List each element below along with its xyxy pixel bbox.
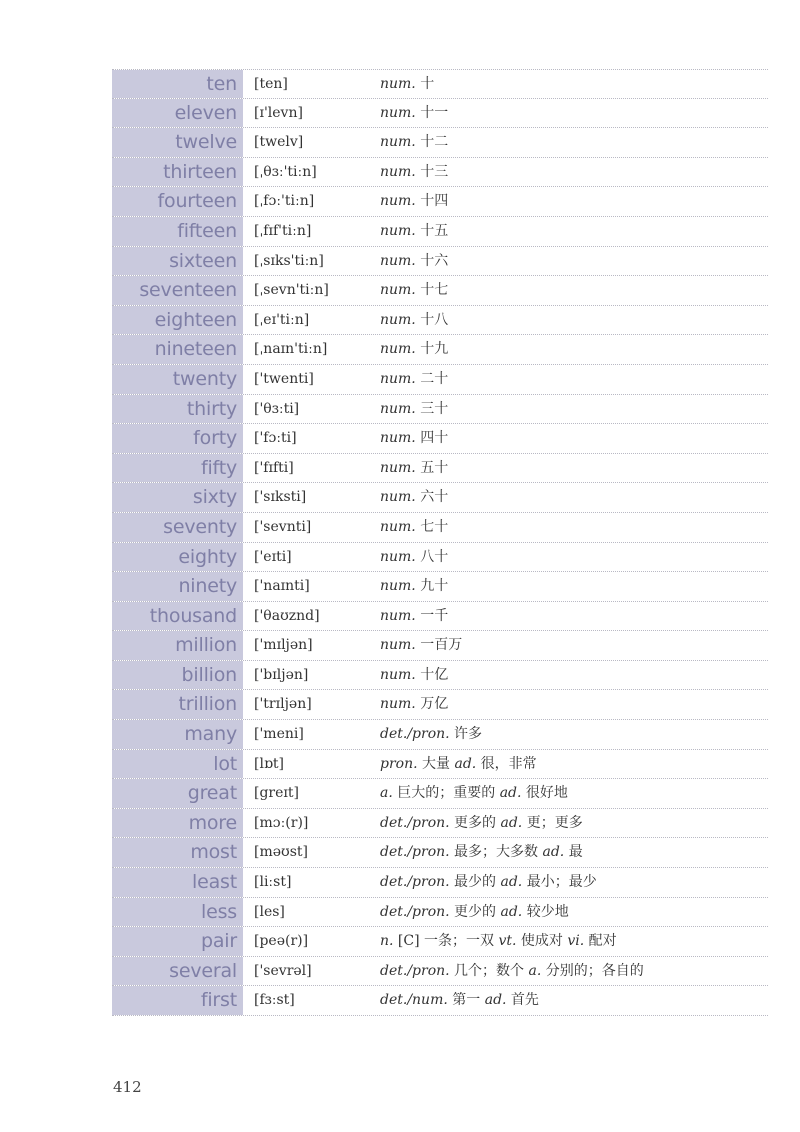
- vocab-row: [112, 69, 768, 99]
- vocab-word: thirty: [112, 395, 244, 424]
- definition-text: 更多的: [449, 814, 501, 831]
- vocab-phonetic: [ˌθɜː'tiːn]: [254, 163, 317, 180]
- vocab-phonetic: ['naɪnti]: [254, 578, 310, 595]
- vocab-word: twenty: [112, 365, 244, 394]
- vocab-meaning: [376, 631, 768, 660]
- definition-text: 较少地: [522, 903, 569, 920]
- vocab-word: many: [112, 720, 244, 749]
- vocab-meaning: [376, 986, 768, 1015]
- vocab-phonetic: ['sevrəl]: [254, 962, 312, 979]
- vocab-phonetic: [ten]: [254, 76, 288, 92]
- vocab-row: [112, 306, 768, 336]
- vocab-row: [112, 809, 768, 839]
- vocab-word: eleven: [112, 99, 244, 128]
- vocab-meaning: [376, 128, 768, 157]
- vocab-word: seventy: [112, 513, 244, 542]
- vocab-meaning: [376, 868, 768, 897]
- part-of-speech: num.: [380, 370, 416, 387]
- vocab-word: ten: [112, 70, 244, 98]
- vocab-word: seventeen: [112, 276, 244, 305]
- definition-text: 使成对: [516, 933, 568, 950]
- definition-text: 最多；大多数: [449, 844, 543, 861]
- vocab-word: several: [112, 957, 244, 986]
- vocab-phonetic: [ɪ'levn]: [254, 104, 303, 121]
- definition-text: 一百万: [415, 637, 463, 654]
- vocab-row: [112, 690, 768, 720]
- part-of-speech: num.: [380, 282, 416, 299]
- part-of-speech: num.: [380, 311, 416, 328]
- definition-text: 九十: [415, 578, 449, 595]
- part-of-speech: num.: [380, 252, 416, 269]
- vocab-phonetic: ['eɪti]: [254, 548, 292, 565]
- vocab-phonetic: [peə(r)]: [254, 933, 309, 950]
- vocab-row: [112, 779, 768, 809]
- vocab-word: forty: [112, 424, 244, 453]
- definition-text: 十六: [415, 252, 449, 269]
- vocab-meaning: [376, 572, 768, 601]
- part-of-speech: pron.: [380, 755, 418, 772]
- vocab-phonetic: [ˌnaɪn'tiːn]: [254, 341, 328, 358]
- vocab-meaning: [376, 335, 768, 364]
- part-of-speech: det./pron.: [380, 962, 450, 979]
- definition-text: 十四: [415, 193, 449, 210]
- part-of-speech: ad.: [454, 755, 477, 772]
- part-of-speech: n.: [380, 933, 394, 950]
- part-of-speech: num.: [380, 637, 416, 654]
- vocab-word: fifty: [112, 454, 244, 483]
- vocab-word: lot: [112, 750, 244, 779]
- part-of-speech: ad.: [542, 844, 565, 861]
- vocab-word: first: [112, 986, 244, 1015]
- vocab-phonetic: ['θɜːti]: [254, 400, 300, 417]
- part-of-speech: num.: [380, 518, 416, 535]
- vocab-meaning: [376, 276, 768, 305]
- vocab-phonetic: ['fɪfti]: [254, 459, 294, 476]
- vocab-meaning: [376, 395, 768, 424]
- vocab-word: thirteen: [112, 158, 244, 187]
- vocab-phonetic: ['bɪljən]: [254, 666, 309, 683]
- part-of-speech: num.: [380, 400, 416, 417]
- definition-text: 更少的: [449, 903, 501, 920]
- vocab-phonetic: ['sevnti]: [254, 518, 312, 535]
- definition-text: 很，非常: [476, 755, 537, 772]
- definition-text: 十二: [415, 134, 449, 151]
- part-of-speech: num.: [380, 666, 416, 683]
- part-of-speech: ad.: [499, 785, 522, 802]
- vocab-phonetic: ['fɔːti]: [254, 430, 297, 447]
- vocab-meaning: [376, 602, 768, 631]
- vocab-phonetic: [greɪt]: [254, 785, 299, 802]
- definition-text: 万亿: [415, 696, 449, 713]
- part-of-speech: ad.: [500, 903, 523, 920]
- vocab-row: [112, 572, 768, 602]
- definition-text: 一千: [415, 607, 449, 624]
- vocab-meaning: [376, 365, 768, 394]
- definition-text: 十五: [415, 222, 449, 239]
- vocab-row: [112, 365, 768, 395]
- vocab-phonetic: [məʊst]: [254, 844, 308, 861]
- vocab-meaning: [376, 513, 768, 542]
- definition-text: 大量: [417, 755, 455, 772]
- vocab-row: [112, 276, 768, 306]
- definition-text: 首先: [506, 992, 539, 1009]
- vocab-meaning: [376, 99, 768, 128]
- vocab-word: twelve: [112, 128, 244, 157]
- vocab-meaning: [376, 247, 768, 276]
- definition-text: 分别的；各自的: [541, 962, 644, 979]
- vocab-word: fifteen: [112, 217, 244, 246]
- vocab-meaning: [376, 957, 768, 986]
- part-of-speech: num.: [380, 696, 416, 713]
- vocab-phonetic: ['trɪljən]: [254, 696, 312, 713]
- vocab-row: [112, 158, 768, 188]
- vocab-meaning: [376, 483, 768, 512]
- vocab-word: great: [112, 779, 244, 808]
- vocab-row: [112, 424, 768, 454]
- vocab-row: [112, 335, 768, 365]
- vocab-row: [112, 631, 768, 661]
- vocab-meaning: [376, 779, 768, 808]
- vocab-word: thousand: [112, 602, 244, 631]
- definition-text: 四十: [415, 430, 449, 447]
- vocab-row: [112, 483, 768, 513]
- vocab-row: [112, 454, 768, 484]
- vocab-phonetic: [ˌsɪks'tiːn]: [254, 252, 324, 269]
- vocab-word: sixty: [112, 483, 244, 512]
- definition-text: 十七: [415, 282, 449, 299]
- vocab-word: eighteen: [112, 306, 244, 335]
- vocab-word: million: [112, 631, 244, 660]
- definition-text: 十亿: [415, 666, 449, 683]
- definition-text: 巨大的；重要的: [392, 785, 500, 802]
- part-of-speech: det./pron.: [380, 874, 450, 891]
- vocab-row: [112, 128, 768, 158]
- vocab-word: pair: [112, 927, 244, 956]
- vocab-row: [112, 187, 768, 217]
- part-of-speech: det./num.: [380, 992, 448, 1009]
- part-of-speech: a.: [380, 785, 393, 802]
- part-of-speech: vi.: [567, 933, 585, 950]
- definition-text: 许多: [449, 726, 483, 743]
- vocab-phonetic: [liːst]: [254, 874, 292, 891]
- part-of-speech: num.: [380, 548, 416, 565]
- part-of-speech: num.: [380, 134, 416, 151]
- vocab-phonetic: [ˌeɪ'tiːn]: [254, 311, 310, 328]
- vocab-word: sixteen: [112, 247, 244, 276]
- vocab-word: less: [112, 898, 244, 927]
- definition-text: 几个；数个: [449, 962, 529, 979]
- part-of-speech: num.: [380, 222, 416, 239]
- vocab-row: [112, 99, 768, 129]
- vocab-row: [112, 395, 768, 425]
- part-of-speech: num.: [380, 489, 416, 506]
- vocab-meaning: [376, 187, 768, 216]
- vocab-phonetic: [les]: [254, 903, 285, 920]
- vocab-phonetic: [ˌfɔː'tiːn]: [254, 193, 315, 210]
- vocab-phonetic: ['θaʊznd]: [254, 607, 320, 624]
- vocab-row: [112, 602, 768, 632]
- definition-text: 二十: [415, 370, 449, 387]
- vocab-row: [112, 543, 768, 573]
- vocab-row: [112, 217, 768, 247]
- vocab-word: least: [112, 868, 244, 897]
- vocab-meaning: [376, 661, 768, 690]
- part-of-speech: num.: [380, 163, 416, 180]
- definition-text: 十八: [415, 311, 449, 328]
- part-of-speech: num.: [380, 607, 416, 624]
- vocab-row: [112, 661, 768, 691]
- part-of-speech: num.: [380, 193, 416, 210]
- part-of-speech: ad.: [484, 992, 507, 1009]
- part-of-speech: det./pron.: [380, 814, 450, 831]
- vocab-word: eighty: [112, 543, 244, 572]
- vocab-meaning: [376, 158, 768, 187]
- vocab-phonetic: [ˌsevn'tiːn]: [254, 282, 329, 299]
- vocab-word: fourteen: [112, 187, 244, 216]
- definition-text: [C] 一条；一双: [393, 933, 499, 950]
- vocab-meaning: [376, 454, 768, 483]
- vocab-meaning: [376, 217, 768, 246]
- definition-text: 很好地: [521, 785, 568, 802]
- vocab-phonetic: ['mɪljən]: [254, 637, 313, 654]
- vocab-meaning: [376, 809, 768, 838]
- definition-text: 三十: [415, 400, 449, 417]
- vocab-meaning: [376, 690, 768, 719]
- vocab-phonetic: ['sɪksti]: [254, 489, 307, 506]
- definition-text: 七十: [415, 518, 449, 535]
- vocab-word: ninety: [112, 572, 244, 601]
- vocab-row: [112, 957, 768, 987]
- vocab-phonetic: [twelv]: [254, 134, 304, 151]
- vocab-row: [112, 750, 768, 780]
- vocab-phonetic: [fɜːst]: [254, 992, 295, 1009]
- vocab-phonetic: [mɔː(r)]: [254, 814, 309, 831]
- definition-text: 八十: [415, 548, 449, 565]
- part-of-speech: num.: [380, 76, 416, 92]
- part-of-speech: det./pron.: [380, 903, 450, 920]
- definition-text: 最: [564, 844, 583, 861]
- vocab-word: billion: [112, 661, 244, 690]
- part-of-speech: det./pron.: [380, 844, 450, 861]
- vocab-meaning: [376, 543, 768, 572]
- part-of-speech: ad.: [500, 874, 523, 891]
- vocab-meaning: [376, 720, 768, 749]
- vocab-row: [112, 513, 768, 543]
- vocab-word: nineteen: [112, 335, 244, 364]
- definition-text: 六十: [415, 489, 449, 506]
- definition-text: 十三: [415, 163, 449, 180]
- definition-text: 十: [415, 76, 435, 92]
- vocab-word: more: [112, 809, 244, 838]
- vocab-meaning: [376, 750, 768, 779]
- definition-text: 五十: [415, 459, 449, 476]
- vocab-phonetic: [lɒt]: [254, 755, 284, 772]
- part-of-speech: num.: [380, 578, 416, 595]
- vocab-meaning: [376, 306, 768, 335]
- definition-text: 十九: [415, 341, 449, 358]
- page-number: 412: [113, 1078, 142, 1096]
- vocab-phonetic: ['twenti]: [254, 370, 314, 387]
- vocab-row: [112, 927, 768, 957]
- part-of-speech: vt.: [498, 933, 517, 950]
- vocab-row: [112, 868, 768, 898]
- definition-text: 更；更多: [522, 814, 583, 831]
- definition-text: 第一: [447, 992, 485, 1009]
- vocab-phonetic: [ˌfɪf'tiːn]: [254, 222, 312, 239]
- definition-text: 最少的: [449, 874, 501, 891]
- vocabulary-table: [112, 69, 768, 1016]
- vocab-meaning: [376, 424, 768, 453]
- vocab-meaning: [376, 838, 768, 867]
- vocab-row: [112, 838, 768, 868]
- definition-text: 配对: [584, 933, 617, 950]
- part-of-speech: det./pron.: [380, 726, 450, 743]
- part-of-speech: a.: [528, 962, 542, 979]
- vocab-meaning: [376, 898, 768, 927]
- part-of-speech: num.: [380, 104, 416, 121]
- vocab-word: most: [112, 838, 244, 867]
- vocab-phonetic: ['meni]: [254, 726, 304, 743]
- part-of-speech: num.: [380, 430, 416, 447]
- vocab-row: [112, 986, 768, 1016]
- vocab-meaning: [376, 927, 768, 956]
- part-of-speech: num.: [380, 459, 416, 476]
- vocab-word: trillion: [112, 690, 244, 719]
- vocab-row: [112, 720, 768, 750]
- vocab-meaning: [376, 70, 768, 98]
- definition-text: 最小；最少: [522, 874, 597, 891]
- vocab-row: [112, 247, 768, 277]
- definition-text: 十一: [415, 104, 449, 121]
- part-of-speech: num.: [380, 341, 416, 358]
- part-of-speech: ad.: [500, 814, 523, 831]
- vocab-row: [112, 898, 768, 928]
